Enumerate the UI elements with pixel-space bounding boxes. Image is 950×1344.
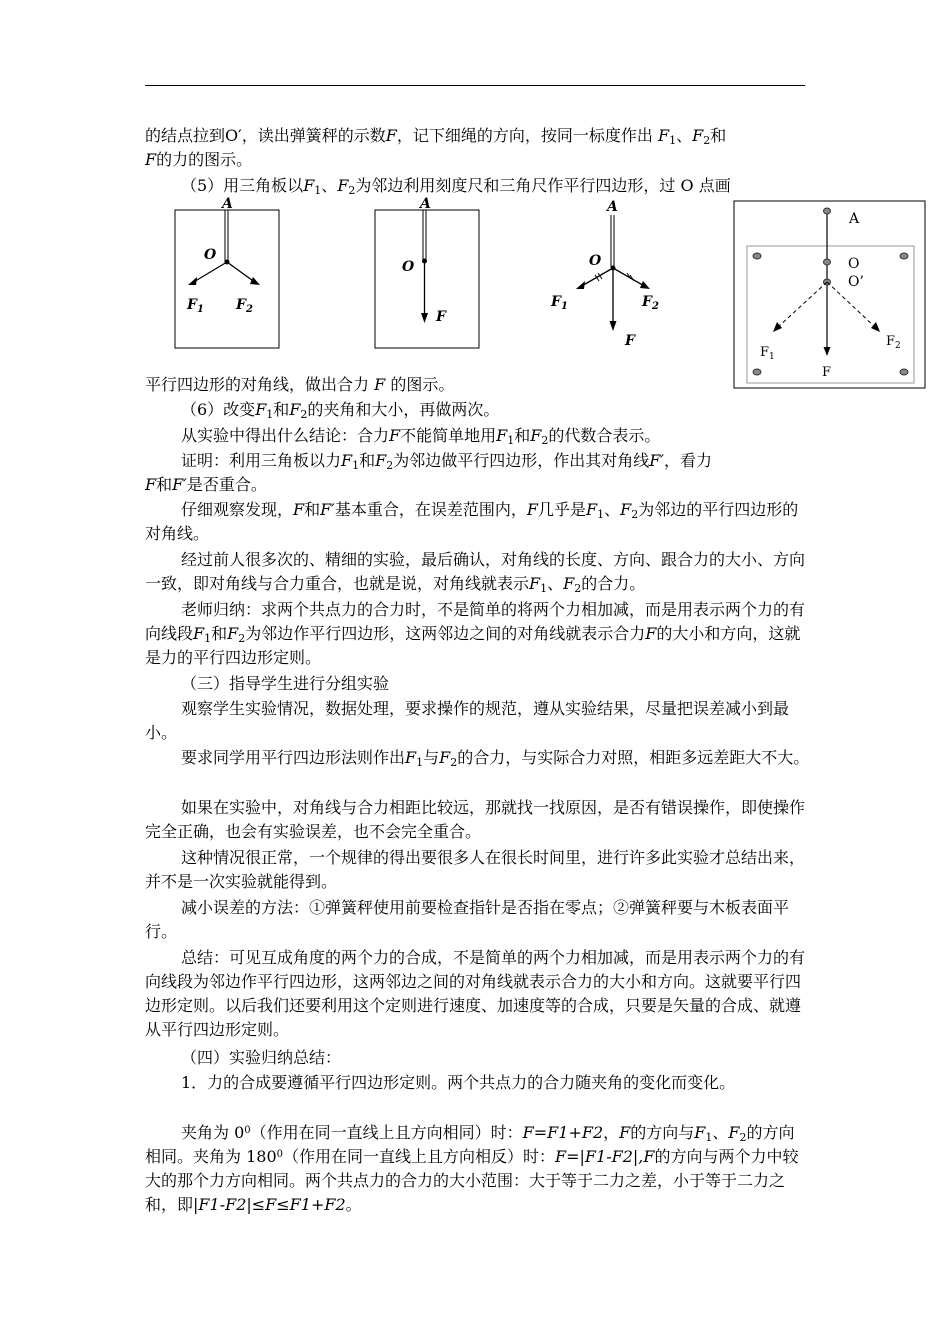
- p-far: 如果在实验中，对角线与合力相距比较远，那就找一找原因，是否有错误操作，即使操作完全正确，也会有实验误差，也不会完全重合。: [145, 798, 806, 841]
- label-F: F: [436, 309, 446, 325]
- label-O: O: [848, 256, 860, 272]
- label-F2: $F_2$: [236, 297, 253, 315]
- p-observe: 观察学生实验情况，数据处理，要求操作的规范，遵从实验结果，尽量把误差减小到最小。: [145, 699, 790, 742]
- label-F: F: [822, 365, 832, 380]
- conclusion: 从实验中得出什么结论：合力F不能简单地用$F_1$和$F_2$的代数合表示。: [181, 426, 661, 447]
- label-F2: $F_2$: [886, 334, 901, 351]
- p-normal: 这种情况很正常，一个规律的得出要很多人在很长时间里，进行许多此实验才总结出来，并不是一次实验就能得到。: [145, 848, 806, 891]
- p-item-2: 夹角为 $0^0$（作用在同一直线上且方向相同）时：F=F1+F2，F的方向与$F_1$、$F_2$的方向相同。夹角为 $180^0$（作用在同一直线上且方向相反）时：F=|F1-F2|,F的方向与两个力中较大的那个力方向相同。两个共点力的合力的大小范围：大于等于二力之差，小于等于二力之和，即|F1-F2|≤F≤F1+F2。: [145, 1123, 799, 1214]
- label-F: F: [625, 333, 635, 349]
- p-summary: 总结：可见互成角度的两个力的合成，不是简单的两个力相加减，而是用表示两个力的有向线段为邻边作平行四边形，这两邻边之间的对角线就表示合力的大小和方向。这就要平行四边形定则。以后我们还要利用这个定则进行速度、加速度等的合成，只要是矢量的合成、就遵从平行四边形定则。: [145, 948, 806, 1039]
- p-item-1: 1．力的合成要遵循平行四边形定则。两个共点力的合力随夹角的变化而变化。: [181, 1073, 736, 1092]
- step-5: （5）用三角板以$F_1$、$F_2$为邻边利用刻度尺和三角尺作平行四边形，过 O 点画: [181, 176, 731, 197]
- observation: 仔细观察发现，F和F′基本重合，在误差范围内，F几乎是$F_1$、$F_2$为邻边的平行四边形的对角线。: [145, 500, 799, 543]
- label-F1: $F_1$: [551, 294, 568, 312]
- label-O: O: [402, 259, 415, 275]
- label-F1: $F_1$: [187, 297, 204, 315]
- section-3-heading: （三）指导学生进行分组实验: [181, 674, 390, 693]
- figure-4-board-diagram: [733, 200, 928, 392]
- label-F1: $F_1$: [760, 345, 775, 362]
- teacher-summary: 老师归纳：求两个共点力的合力时，不是简单的将两个力相加减，而是用表示两个力的有向线段$F_1$和$F_2$为邻边作平行四边形，这两邻边之间的对角线就表示合力F的大小和方向，这就是力的平行四边形定则。: [145, 600, 806, 667]
- figure-3-parallelogram: [545, 195, 675, 355]
- label-A: A: [420, 196, 431, 212]
- step-5-cont: 平行四边形的对角线，做出合力 F 的图示。: [145, 375, 455, 394]
- label-A: A: [222, 196, 233, 212]
- label-O-prime: O’: [848, 274, 864, 290]
- header-rule: [145, 85, 805, 86]
- step-6: （6）改变$F_1$和$F_2$的夹角和大小，再做两次。: [181, 400, 500, 421]
- history: 经过前人很多次的、精细的实验，最后确认，对角线的长度、方向、跟合力的大小、方向一致，即对角线与合力重合，也就是说，对角线就表示$F_1$、$F_2$的合力。: [145, 550, 806, 595]
- p-reduce: 减小误差的方法：①弹簧秤使用前要检查指针是否指在零点；②弹簧秤要与木板表面平行。: [145, 898, 790, 941]
- label-F2: $F_2$: [642, 294, 659, 312]
- p-require: 要求同学用平行四边形法则作出$F_1$与$F_2$的合力，与实际合力对照，相距多远差距大不大。: [181, 748, 810, 769]
- label-A: A: [607, 199, 618, 215]
- label-O: O: [204, 247, 217, 263]
- proof: 证明：利用三角板以力$F_1$和$F_2$为邻边做平行四边形，作出其对角线F′，看力 F和F′是否重合。: [145, 451, 713, 494]
- label-O: O: [589, 253, 602, 269]
- section-4-heading: （四）实验归纳总结：: [181, 1048, 342, 1067]
- figure-1-two-forces: [170, 195, 290, 355]
- paragraph-continued: 的结点拉到O′，读出弹簧秤的示数F，记下细绳的方向，按同一标度作出 $F_1$、$F_2$和 F的力的图示。: [145, 126, 727, 169]
- label-A: A: [849, 211, 860, 227]
- figure-2-single-force: [370, 195, 490, 355]
